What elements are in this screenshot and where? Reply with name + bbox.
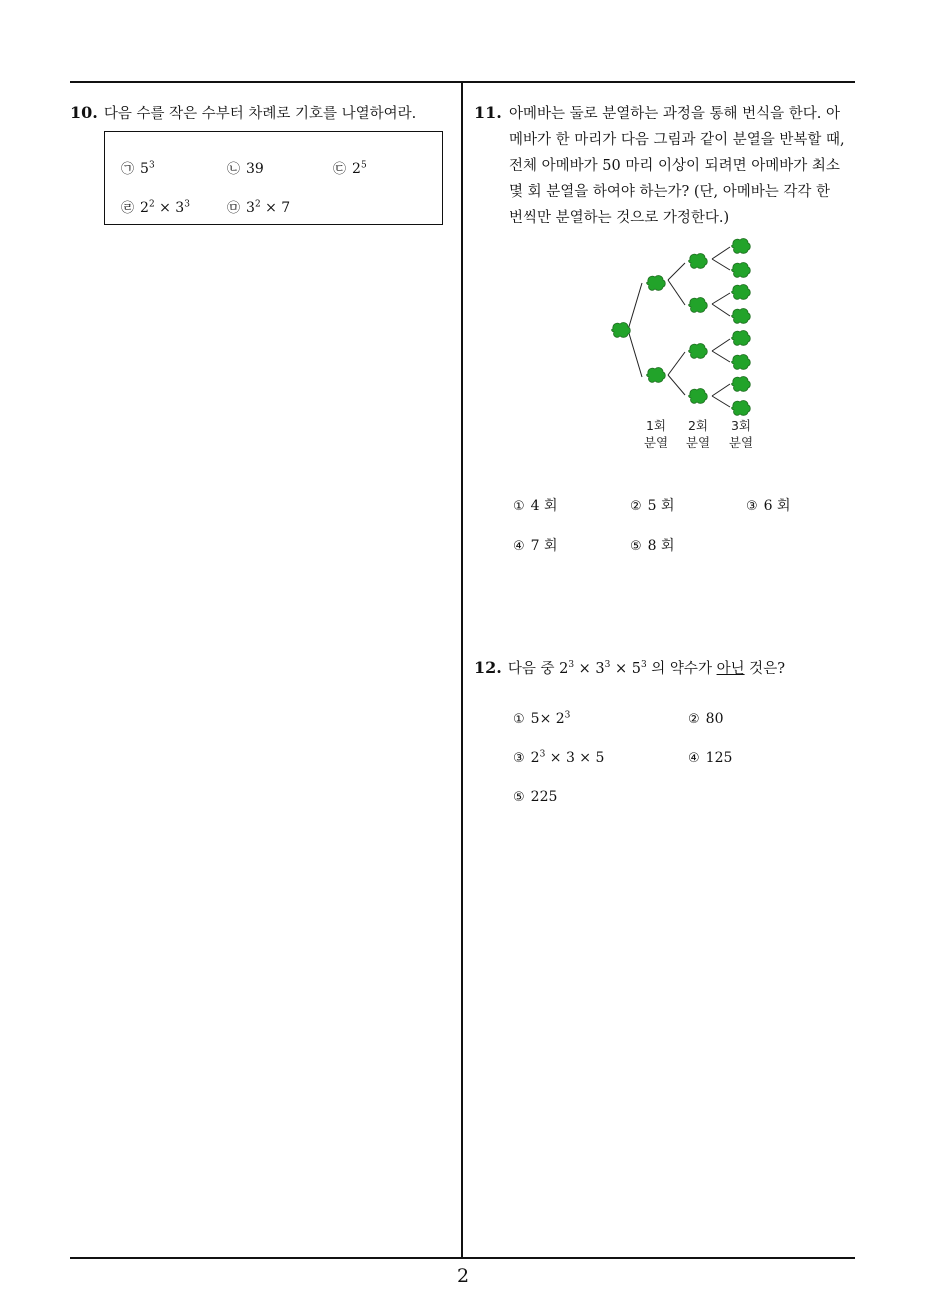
option-mark: ① bbox=[513, 499, 525, 514]
option-mark: ② bbox=[688, 712, 700, 727]
figure-label-3-top: 3회 bbox=[730, 418, 752, 433]
amoeba-icon bbox=[689, 254, 708, 269]
question-text-part: × 3 bbox=[574, 661, 605, 677]
amoeba-icon bbox=[732, 239, 751, 254]
q12-option-4[interactable] bbox=[688, 750, 732, 766]
q11-option-3[interactable] bbox=[746, 495, 791, 515]
figure-label-1-top: 1회 bbox=[645, 418, 667, 433]
option-mark: ③ bbox=[746, 499, 758, 514]
option-mark: ④ bbox=[688, 751, 700, 766]
amoeba-icon bbox=[732, 309, 751, 324]
item-mark: ㉡ bbox=[227, 162, 241, 177]
q11-option-1[interactable] bbox=[513, 495, 558, 515]
box-item-1 bbox=[121, 158, 155, 177]
question-line: 몇 회 분열을 하여야 하는가? (단, 아메바는 각각 한 bbox=[509, 184, 831, 200]
amoeba-icon bbox=[689, 298, 708, 313]
option-mark: ① bbox=[513, 712, 525, 727]
question-text bbox=[509, 101, 864, 231]
question-line: 메바가 한 마리가 다음 그림과 같이 분열을 반복할 때, bbox=[509, 132, 845, 148]
option-mark: ③ bbox=[513, 751, 525, 766]
amoeba-icon bbox=[689, 389, 708, 404]
option-text: 2 bbox=[530, 750, 540, 766]
figure-label-3-bottom: 분열 bbox=[728, 435, 754, 450]
option-exponent: 3 bbox=[539, 749, 546, 760]
option-mark: ⑤ bbox=[513, 790, 525, 805]
division-lines bbox=[628, 247, 730, 407]
option-exponent: 3 bbox=[564, 710, 571, 721]
question-text-part: 의 약수가 bbox=[646, 661, 717, 677]
question-number: 12. bbox=[474, 658, 502, 677]
question-number: 10. bbox=[70, 103, 98, 122]
question-12 bbox=[474, 657, 874, 678]
exponent: 3 bbox=[640, 660, 647, 671]
question-text-part: × 5 bbox=[610, 661, 641, 677]
amoebas bbox=[612, 239, 751, 416]
item-rest: × 3 bbox=[159, 200, 185, 216]
column-divider bbox=[461, 82, 463, 1258]
bottom-rule bbox=[70, 1257, 855, 1259]
amoeba-icon bbox=[612, 323, 631, 338]
page-number: 2 bbox=[456, 1265, 470, 1287]
exponent: 3 bbox=[604, 660, 611, 671]
figure-label-2-bottom: 분열 bbox=[685, 435, 711, 450]
amoeba-icon bbox=[732, 285, 751, 300]
amoeba-icon bbox=[647, 276, 666, 291]
item-rest: × 7 bbox=[265, 200, 291, 216]
figure-label-2-top: 2회 bbox=[687, 418, 709, 433]
q12-option-2[interactable] bbox=[688, 711, 723, 727]
option-text: 225 bbox=[530, 789, 558, 805]
option-text: 5 회 bbox=[647, 498, 675, 514]
q12-option-1[interactable] bbox=[513, 711, 570, 727]
question-line: 아메바는 둘로 분열하는 과정을 통해 번식을 한다. 아 bbox=[509, 106, 841, 122]
figure-label-1-bottom: 분열 bbox=[643, 435, 669, 450]
exponent: 3 bbox=[568, 660, 575, 671]
item-base: 5 bbox=[140, 161, 149, 177]
option-text: 7 회 bbox=[530, 538, 558, 554]
q11-option-4[interactable] bbox=[513, 535, 558, 555]
item-exponent: 2 bbox=[254, 199, 261, 210]
item-exponent: 5 bbox=[360, 160, 367, 171]
option-mark: ⑤ bbox=[630, 539, 642, 554]
amoeba-icon bbox=[732, 355, 751, 370]
item-mark: ㉣ bbox=[121, 201, 135, 216]
item-exponent: 3 bbox=[148, 160, 155, 171]
item-base: 2 bbox=[352, 161, 361, 177]
option-mark: ④ bbox=[513, 539, 525, 554]
option-text: 125 bbox=[705, 750, 733, 766]
question-text: 다음 수를 작은 수부터 차례로 기호를 나열하여라. bbox=[103, 106, 417, 122]
underlined-word: 아닌 bbox=[716, 661, 745, 677]
q11-option-5[interactable] bbox=[630, 535, 675, 555]
q11-option-2[interactable] bbox=[630, 495, 675, 515]
item-base: 3 bbox=[246, 200, 255, 216]
item-exponent: 2 bbox=[148, 199, 155, 210]
amoeba-icon bbox=[732, 401, 751, 416]
q12-option-5[interactable] bbox=[513, 789, 557, 805]
option-text: 8 회 bbox=[647, 538, 675, 554]
option-text: 80 bbox=[705, 711, 724, 727]
option-text: 6 회 bbox=[763, 498, 791, 514]
question-number: 11. bbox=[474, 103, 502, 122]
box-item-5 bbox=[227, 197, 290, 216]
amoeba-icon bbox=[732, 263, 751, 278]
question-line: 전체 아메바가 50 마리 이상이 되려면 아메바가 최소 bbox=[509, 158, 840, 174]
item-base: 39 bbox=[246, 161, 264, 177]
item-mark: ㉤ bbox=[227, 201, 241, 216]
amoeba-icon bbox=[732, 331, 751, 346]
item-exponent-2: 3 bbox=[184, 199, 190, 210]
item-mark: ㉢ bbox=[333, 162, 347, 177]
option-text: 4 회 bbox=[530, 498, 558, 514]
amoeba-division-diagram bbox=[600, 235, 770, 455]
box-item-4 bbox=[121, 197, 190, 216]
box-item-3 bbox=[333, 158, 367, 177]
q12-option-3[interactable] bbox=[513, 750, 604, 766]
option-mark: ② bbox=[630, 499, 642, 514]
item-mark: ㉠ bbox=[121, 162, 135, 177]
option-text: 5× 2 bbox=[530, 711, 565, 727]
item-base: 2 bbox=[140, 200, 149, 216]
question-10 bbox=[70, 101, 450, 127]
amoeba-icon bbox=[732, 377, 751, 392]
amoeba-icon bbox=[689, 344, 708, 359]
choices-box bbox=[104, 131, 443, 225]
box-item-2 bbox=[227, 158, 264, 177]
question-line: 번씩만 분열하는 것으로 가정한다.) bbox=[509, 210, 730, 226]
question-text-part: 다음 중 2 bbox=[507, 661, 569, 677]
amoeba-icon bbox=[647, 368, 666, 383]
option-rest: × 3 × 5 bbox=[545, 750, 605, 766]
question-text-part: 것은? bbox=[744, 661, 785, 677]
